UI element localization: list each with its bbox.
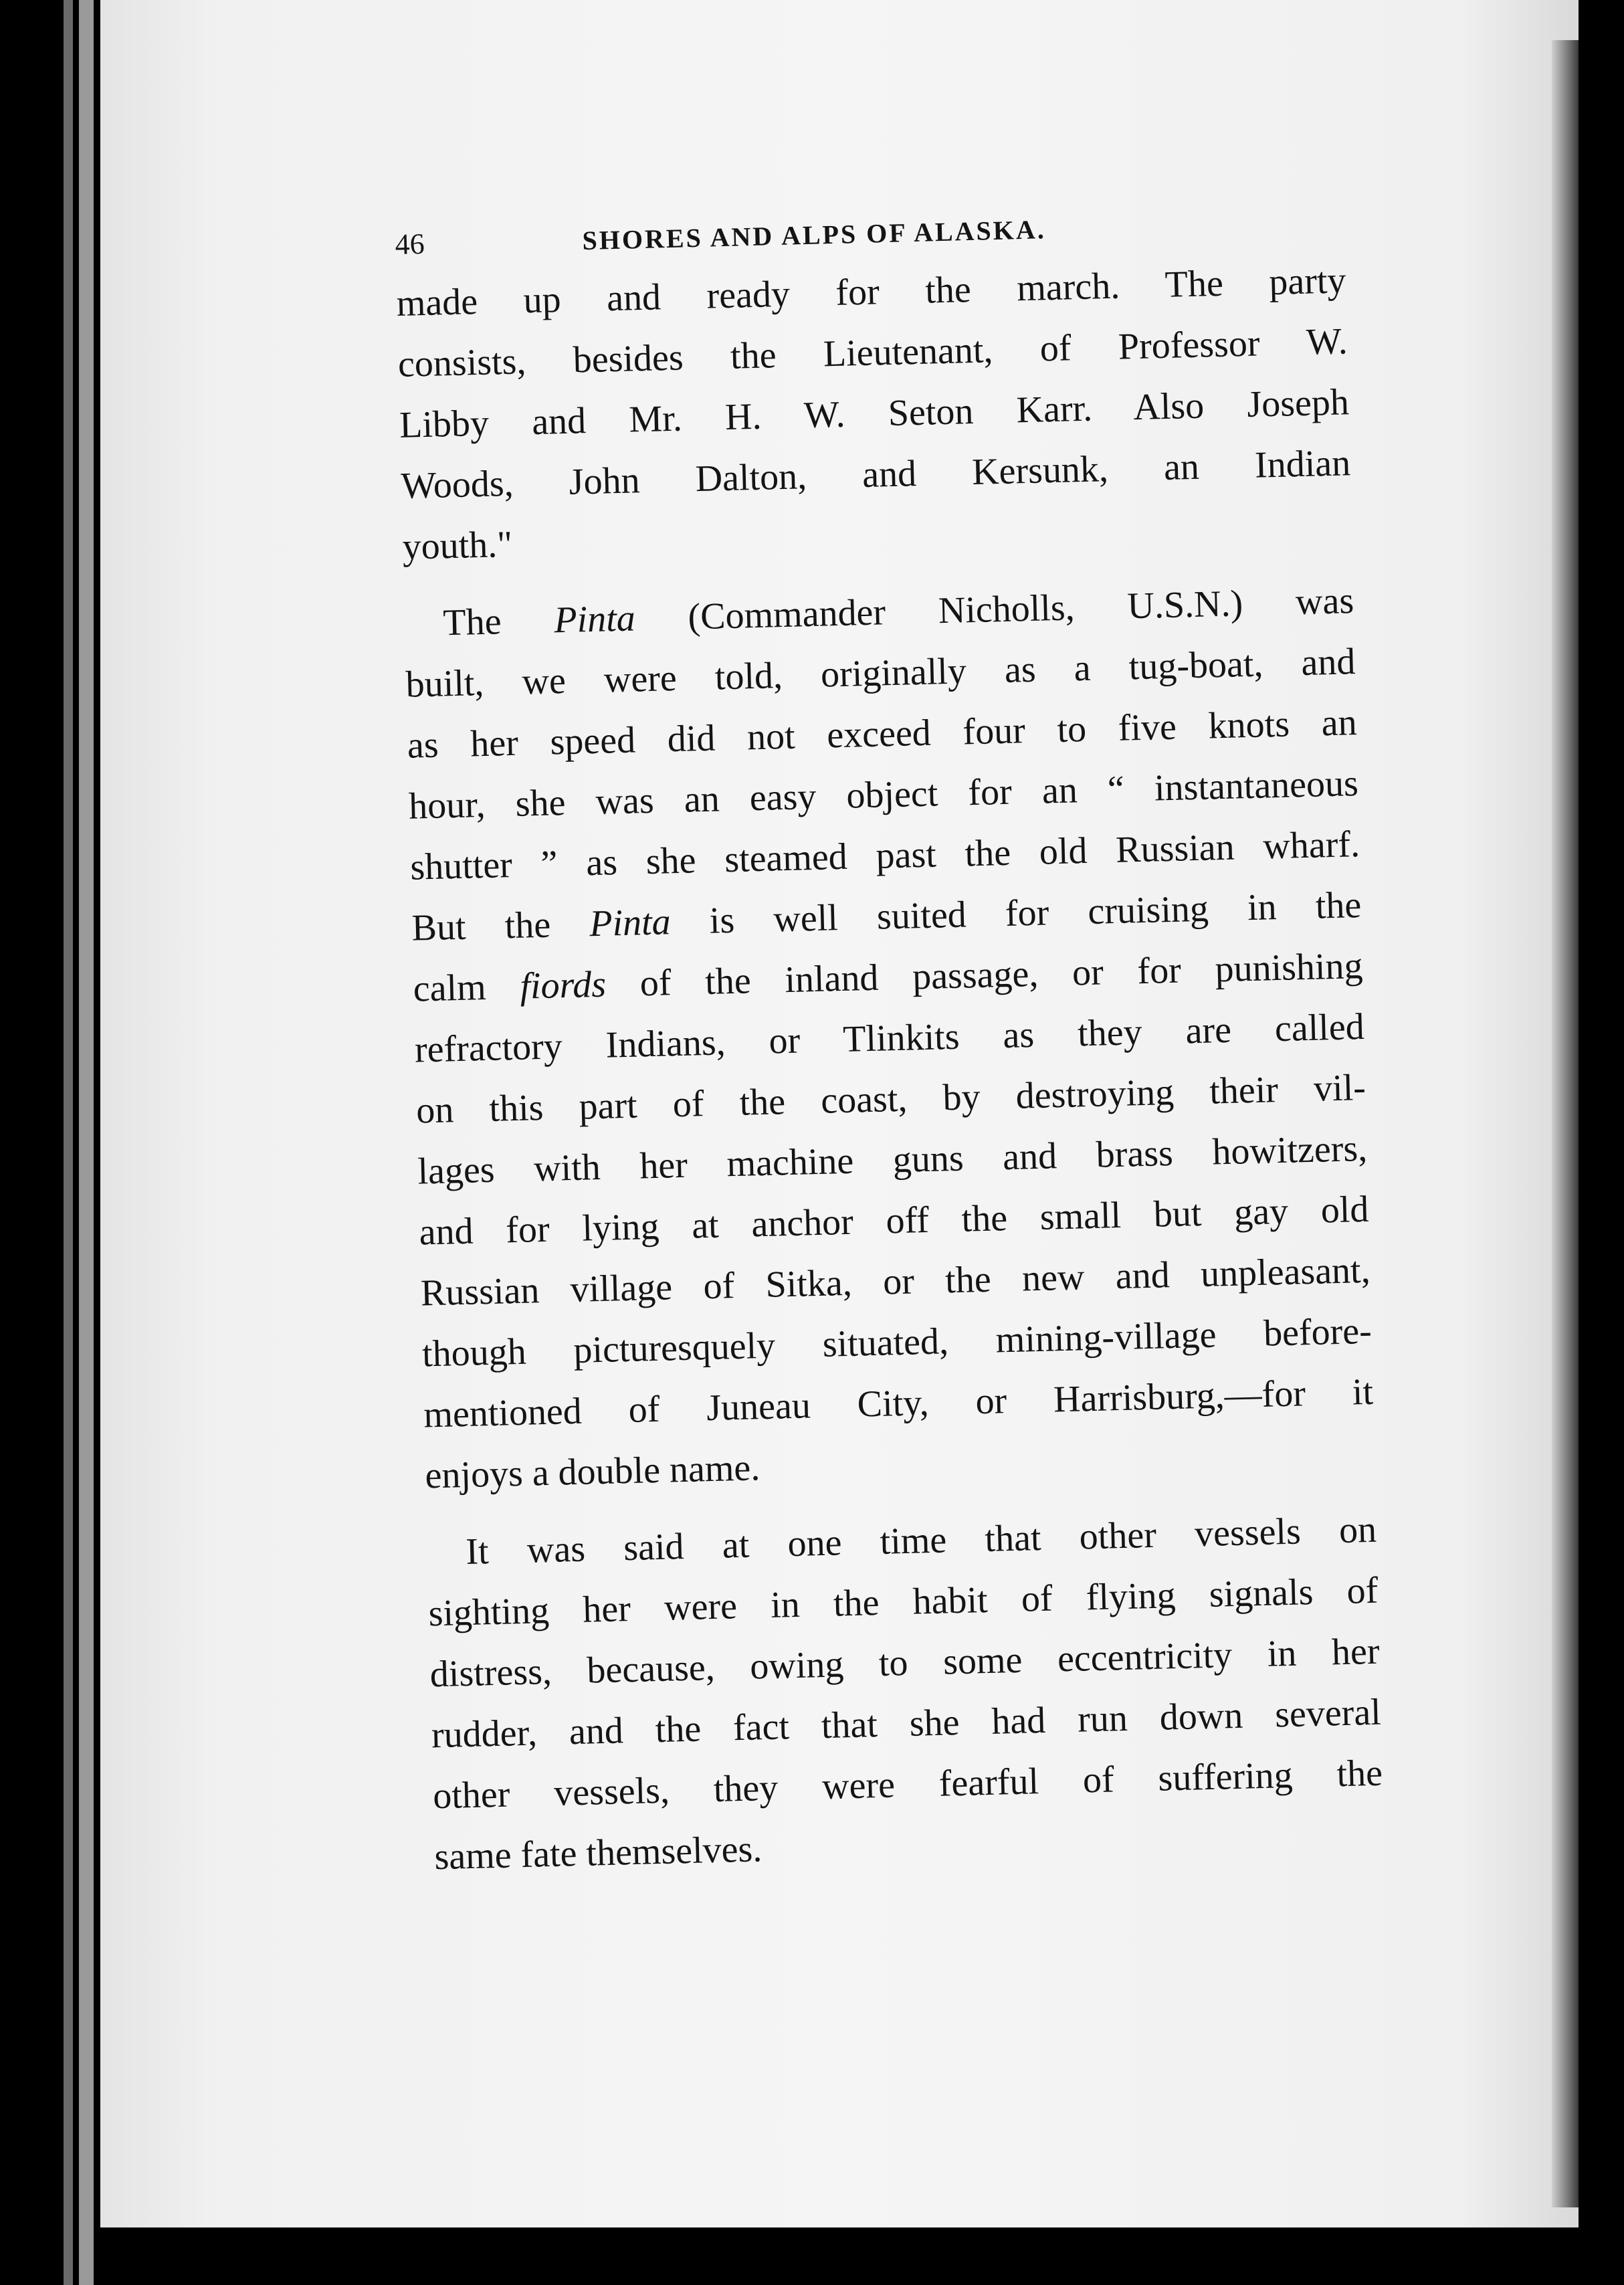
text-segment: on this part of the coast, by destroying their vil- <box>415 1066 1366 1132</box>
text-segment: and for lying at anchor off the small but gay old <box>418 1188 1370 1254</box>
italic-text: Pinta <box>589 901 672 945</box>
text-segment: other vessels, they were fearful of suffering the <box>432 1752 1383 1817</box>
text-segment: built, we were told, originally as a tug-boat, and <box>405 641 1356 706</box>
text-segment: shutter ” as she steamed past the old Russian wharf. <box>409 823 1360 888</box>
text-segment: hour, she was an easy object for an “ instantaneous <box>408 763 1359 827</box>
bottom-edge-shadow <box>100 2227 1579 2285</box>
text-segment: Woods, John Dalton, and Kersunk, an Indian <box>400 442 1351 507</box>
text-segment: But the <box>411 903 591 949</box>
text-segment: refractory Indians, or Tlinkits as they are called <box>414 1005 1365 1071</box>
text-segment: (Commander Nicholls, U.S.N.) was <box>634 580 1354 639</box>
text-segment: lages with her machine guns and brass howitzers, <box>417 1127 1368 1193</box>
text-segment: though picturesquely situated, mining-village before- <box>421 1310 1373 1375</box>
text-segment: of the inland passage, or for punishing <box>605 945 1364 1005</box>
text-segment: mentioned of Juneau City, or Harrisburg,—for it <box>423 1371 1374 1436</box>
paragraph <box>396 250 1353 578</box>
text-segment: The <box>442 599 555 644</box>
paragraph <box>426 1500 1385 1888</box>
italic-text: Pinta <box>553 597 636 641</box>
text-segment: Russian village of Sitka, or the new and unpleasant, <box>420 1249 1371 1314</box>
text-segment: calm <box>413 965 521 1010</box>
text-segment: It was said at one time that other vessels on <box>465 1508 1377 1573</box>
text-segment: made up and ready for the march. The party <box>396 260 1347 324</box>
running-header: SHORES AND ALPS OF ALASKA. <box>582 214 1047 256</box>
text-segment: is well suited for cruising in the <box>670 884 1362 943</box>
body-text <box>396 250 1385 1888</box>
binding-edge-stripe <box>64 0 73 2285</box>
paragraph <box>403 571 1375 1506</box>
page-text-block <box>395 204 1385 1888</box>
italic-text: fiords <box>519 963 607 1007</box>
text-segment: enjoys a double name. <box>424 1447 760 1497</box>
binding-edge-stripe <box>79 0 94 2285</box>
text-segment: youth." <box>401 523 513 568</box>
page-edge-shadow <box>1552 40 1579 2207</box>
text-segment: Libby and Mr. H. W. Seton Karr. Also Joseph <box>399 381 1350 446</box>
text-segment: rudder, and the fact that she had run down several <box>431 1691 1382 1757</box>
text-segment: same fate themselves. <box>433 1828 763 1878</box>
text-segment: as her speed did not exceed four to five knots an <box>407 702 1358 767</box>
text-segment: consists, besides the Lieutenant, of Professor W. <box>397 320 1348 385</box>
page-number: 46 <box>395 227 425 261</box>
text-segment: sighting her were in the habit of flying signals of <box>427 1569 1379 1635</box>
text-segment: distress, because, owing to some eccentricity in her <box>429 1630 1381 1696</box>
